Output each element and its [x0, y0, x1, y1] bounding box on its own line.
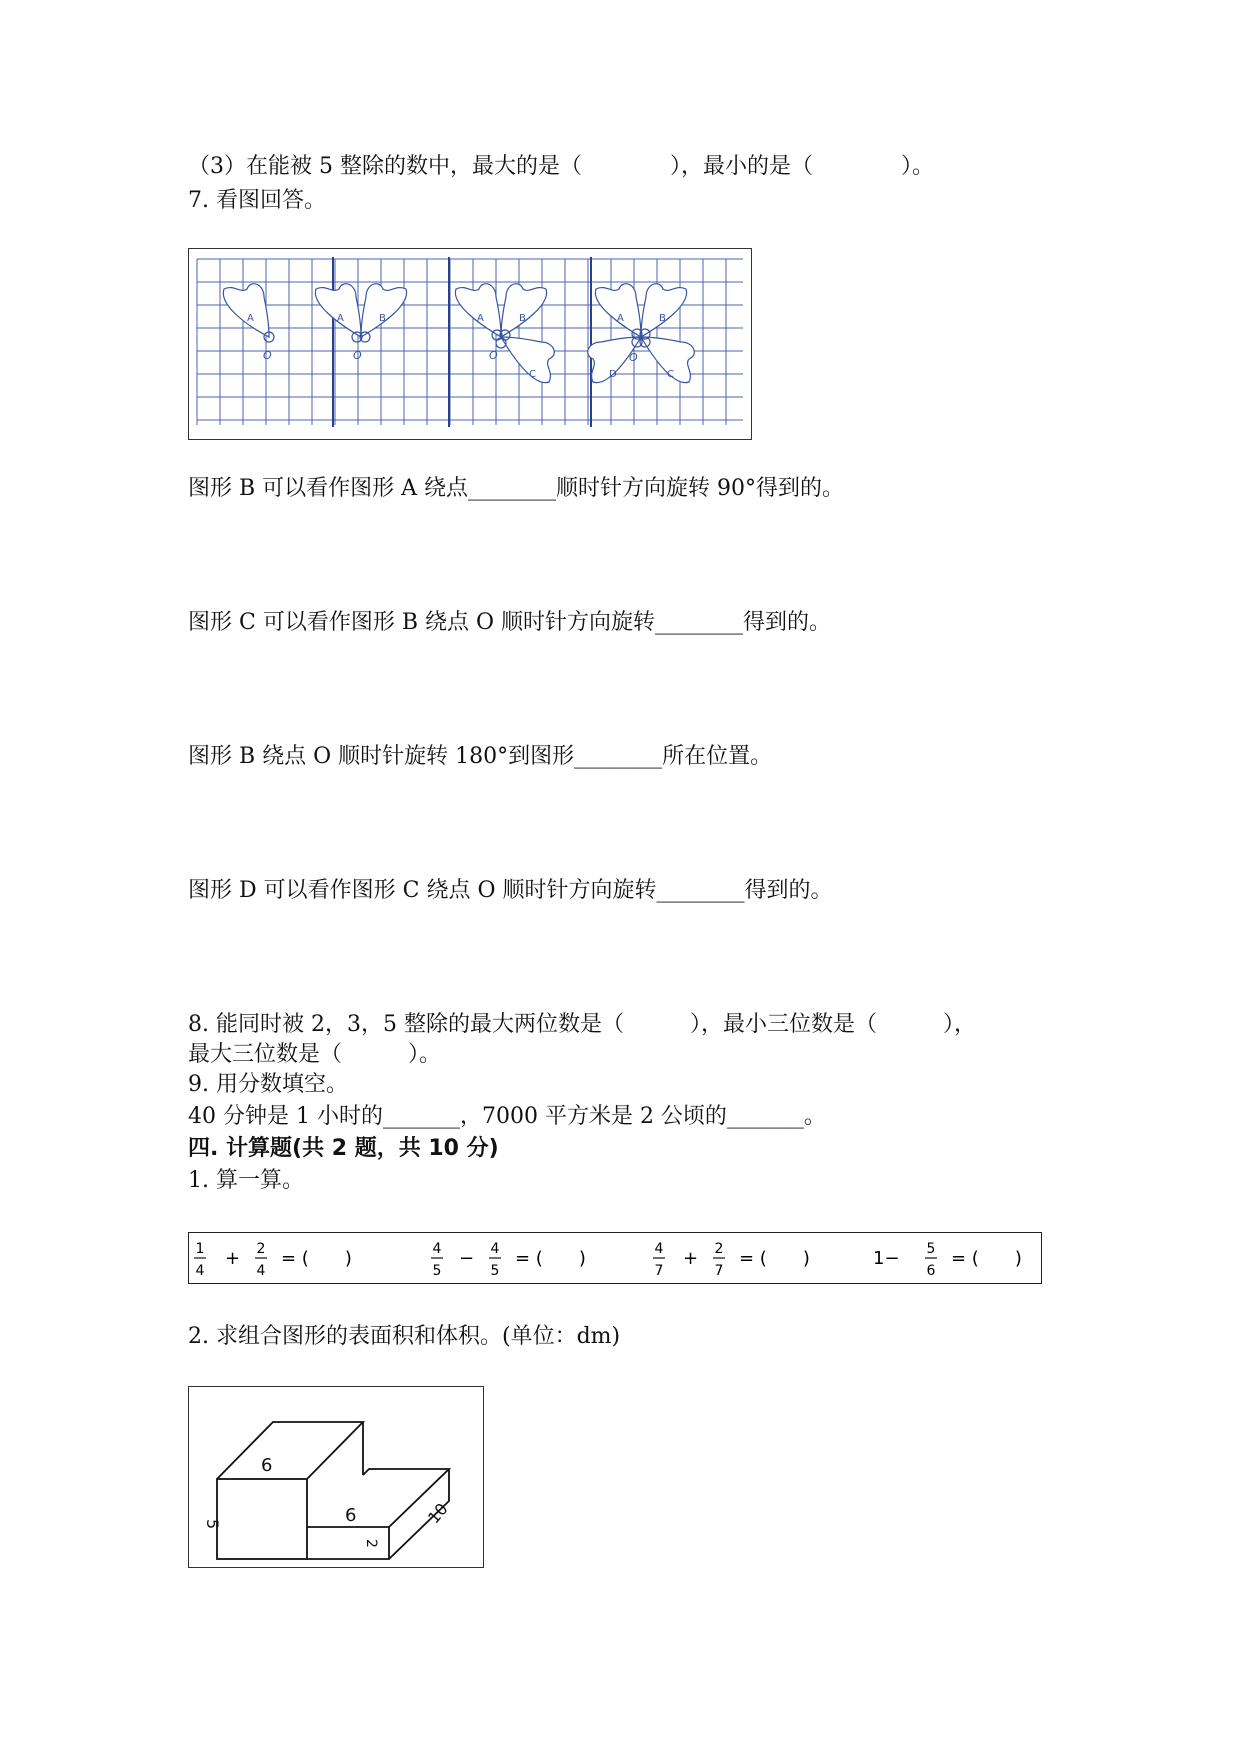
- svg-text:7: 7: [654, 1263, 664, 1279]
- q7-question-d: 图形 D 可以看作图形 C 绕点 O 顺时针方向旋转________得到的。: [188, 878, 833, 903]
- q7-question-b: 图形 C 可以看作图形 B 绕点 O 顺时针方向旋转________得到的。: [188, 610, 831, 635]
- fraction-problem-2: [431, 1241, 586, 1279]
- svg-text:6: 6: [926, 1263, 936, 1279]
- center-label-o2: O: [353, 349, 362, 362]
- svg-text:4: 4: [256, 1263, 266, 1279]
- petal-label-a1: A: [247, 313, 254, 324]
- petal-label-c4: C: [667, 369, 674, 380]
- svg-text:= ( ): = ( ): [739, 1248, 810, 1269]
- svg-text:−: −: [459, 1248, 475, 1269]
- svg-text:4: 4: [490, 1241, 500, 1257]
- center-label-o1: O: [263, 349, 272, 362]
- dim-label-left: 5: [203, 1519, 222, 1530]
- svg-text:+: +: [683, 1248, 699, 1269]
- petal-label-a4: A: [617, 313, 624, 324]
- solid-figure: [188, 1386, 484, 1568]
- dim-label-top: 6: [261, 1455, 273, 1476]
- q7-question-c: 图形 B 绕点 O 顺时针旋转 180°到图形________所在位置。: [188, 744, 773, 769]
- svg-text:2: 2: [714, 1241, 724, 1257]
- svg-text:7: 7: [714, 1263, 724, 1279]
- fraction-exercises: [188, 1232, 1042, 1284]
- q8-line-1: 8. 能同时被 2，3，5 整除的最大两位数是（ ），最小三位数是（ ），: [188, 1012, 976, 1037]
- center-label-o4: O: [629, 351, 638, 364]
- petal-label-c3: C: [529, 369, 536, 380]
- petal-label-a2: A: [337, 313, 344, 324]
- center-label-o3: O: [489, 349, 498, 362]
- svg-text:+: +: [225, 1248, 241, 1269]
- svg-text:4: 4: [432, 1241, 442, 1257]
- dim-label-small: 2: [363, 1539, 379, 1548]
- calc-1-title: 1. 算一算。: [188, 1168, 304, 1193]
- petal-label-b4: B: [659, 313, 666, 324]
- svg-text:= ( ): = ( ): [951, 1248, 1022, 1269]
- q7-question-a: 图形 B 可以看作图形 A 绕点________顺时针方向旋转 90°得到的。: [188, 476, 845, 501]
- petal-label-a3: A: [477, 313, 484, 324]
- fraction-problem-3: [653, 1241, 810, 1279]
- svg-text:5: 5: [490, 1263, 500, 1279]
- q6-part3: （3）在能被 5 整除的数中，最大的是（ ），最小的是（ ）。: [188, 154, 934, 179]
- calc-2-title: 2. 求组合图形的表面积和体积。(单位：dm): [188, 1324, 621, 1349]
- svg-text:1: 1: [195, 1241, 205, 1257]
- q7-title: 7. 看图回答。: [188, 188, 326, 213]
- petal-label-b3: B: [519, 313, 526, 324]
- fraction-problem-4: [873, 1241, 1022, 1279]
- svg-text:5: 5: [432, 1263, 442, 1279]
- svg-text:= ( ): = ( ): [281, 1248, 352, 1269]
- q9-line: 40 分钟是 1 小时的_______，7000 平方米是 2 公顷的_______。: [188, 1104, 826, 1129]
- dim-label-depth: 10: [424, 1499, 452, 1528]
- svg-text:2: 2: [256, 1241, 266, 1257]
- dim-label-step: 6: [345, 1505, 357, 1526]
- flower-rotation-figure: [188, 248, 752, 440]
- flower-panel-2: [315, 284, 406, 342]
- fraction-problem-1: [194, 1241, 352, 1279]
- flower-panel-3: [455, 284, 554, 383]
- svg-text:4: 4: [654, 1241, 664, 1257]
- petal-label-b2: B: [379, 313, 386, 324]
- flower-panel-4: [588, 284, 695, 383]
- q8-line-2: 最大三位数是（ ）。: [188, 1042, 442, 1067]
- svg-text:= ( ): = ( ): [515, 1248, 586, 1269]
- petal-label-d4: D: [609, 369, 617, 380]
- svg-text:4: 4: [195, 1263, 205, 1279]
- q9-title: 9. 用分数填空。: [188, 1072, 348, 1097]
- svg-text:1−: 1−: [873, 1248, 900, 1269]
- section-4-heading: 四. 计算题(共 2 题，共 10 分): [188, 1136, 499, 1161]
- svg-text:5: 5: [926, 1241, 936, 1257]
